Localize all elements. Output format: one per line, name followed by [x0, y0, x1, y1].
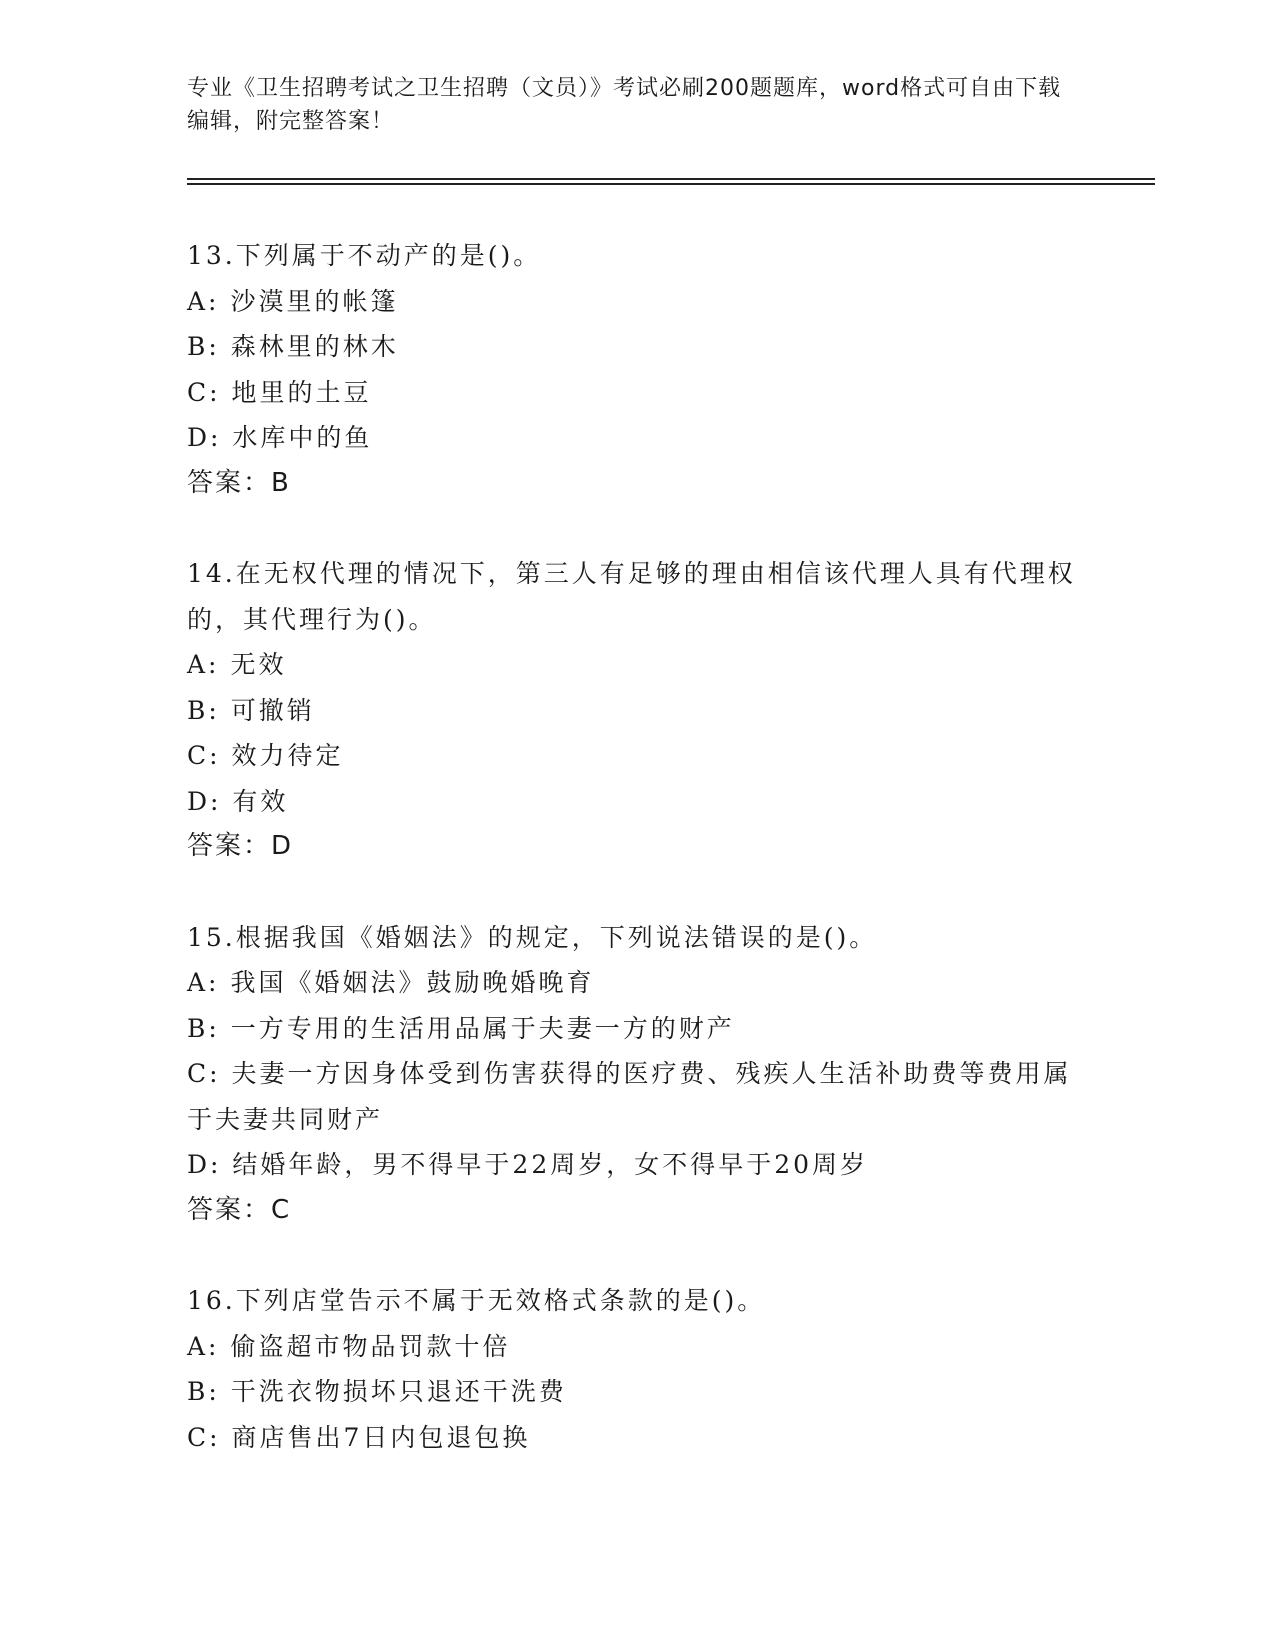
option-text: 商店售出7日内包退包换	[231, 1422, 531, 1452]
option-d	[187, 415, 1087, 461]
option-key: C:	[187, 741, 221, 770]
option-key: A:	[187, 968, 220, 997]
option-text: 可撤销	[230, 695, 315, 725]
header-text: 专业《卫生招聘考试之卫生招聘（文员）》考试必刷200题题库，word格式可自由下载编辑，附完整答案！	[187, 76, 1062, 134]
option-a	[187, 960, 1087, 1006]
option-a	[187, 279, 1087, 325]
option-text: 我国《婚姻法》鼓励晚婚晚育	[230, 968, 595, 997]
option-c	[187, 370, 1087, 416]
option-key: A:	[187, 1331, 220, 1361]
option-key: C:	[187, 1059, 221, 1088]
option-key: B:	[187, 1377, 220, 1406]
option-d	[187, 779, 1087, 825]
question-stem: 14.在无权代理的情况下，第三人有足够的理由相信该代理人具有代理权的，其代理行为()。	[187, 559, 1076, 634]
option-text: 偷盗超市物品罚款十倍	[230, 1331, 511, 1361]
question-15	[187, 915, 1087, 1234]
option-key: A:	[187, 286, 220, 316]
option-text: 干洗衣物损坏只退还干洗费	[230, 1377, 567, 1406]
option-b	[187, 1006, 1087, 1052]
option-text: 结婚年龄，男不得早于22周岁，女不得早于20周岁	[232, 1150, 869, 1179]
option-text: 一方专用的生活用品属于夫妻一方的财产	[230, 1013, 735, 1043]
option-key: A:	[187, 650, 220, 679]
option-text: 沙漠里的帐篷	[230, 286, 399, 316]
answer: 答案：C	[187, 1194, 292, 1225]
header-divider-bottom	[187, 183, 1155, 185]
answer: 答案：D	[187, 831, 294, 861]
question-14	[187, 551, 1087, 870]
question-list	[187, 233, 1087, 1460]
question-stem: 15.根据我国《婚姻法》的规定，下列说法错误的是()。	[187, 922, 878, 952]
option-c	[187, 1415, 1087, 1461]
option-key: B:	[187, 332, 220, 361]
option-b	[187, 1369, 1087, 1415]
option-a	[187, 642, 1087, 688]
option-text: 地里的土豆	[231, 377, 372, 407]
question-stem: 16.下列店堂告示不属于无效格式条款的是()。	[187, 1286, 766, 1315]
question-13	[187, 233, 1087, 506]
option-b	[187, 324, 1087, 370]
option-text: 效力待定	[231, 741, 344, 770]
option-a	[187, 1324, 1087, 1370]
option-text: 水库中的鱼	[232, 423, 373, 452]
answer: 答案：B	[187, 467, 291, 498]
option-d	[187, 1142, 1087, 1188]
option-c	[187, 1051, 1087, 1142]
option-text: 森林里的林木	[230, 332, 399, 361]
question-stem: 13.下列属于不动产的是()。	[187, 241, 542, 270]
option-key: D:	[187, 786, 222, 816]
document-header	[187, 72, 1067, 138]
option-key: B:	[187, 695, 220, 725]
option-key: B:	[187, 1013, 220, 1043]
option-text: 无效	[230, 650, 287, 679]
option-key: D:	[187, 1150, 222, 1179]
question-16	[187, 1278, 1087, 1460]
option-key: C:	[187, 377, 221, 407]
option-text: 有效	[232, 786, 289, 816]
option-text: 夫妻一方因身体受到伤害获得的医疗费、残疾人生活补助费等费用属于夫妻共同财产	[187, 1059, 1072, 1134]
option-key: D:	[187, 423, 222, 452]
option-key: C:	[187, 1422, 221, 1452]
option-b	[187, 688, 1087, 734]
option-c	[187, 733, 1087, 779]
header-divider-top	[187, 178, 1155, 180]
